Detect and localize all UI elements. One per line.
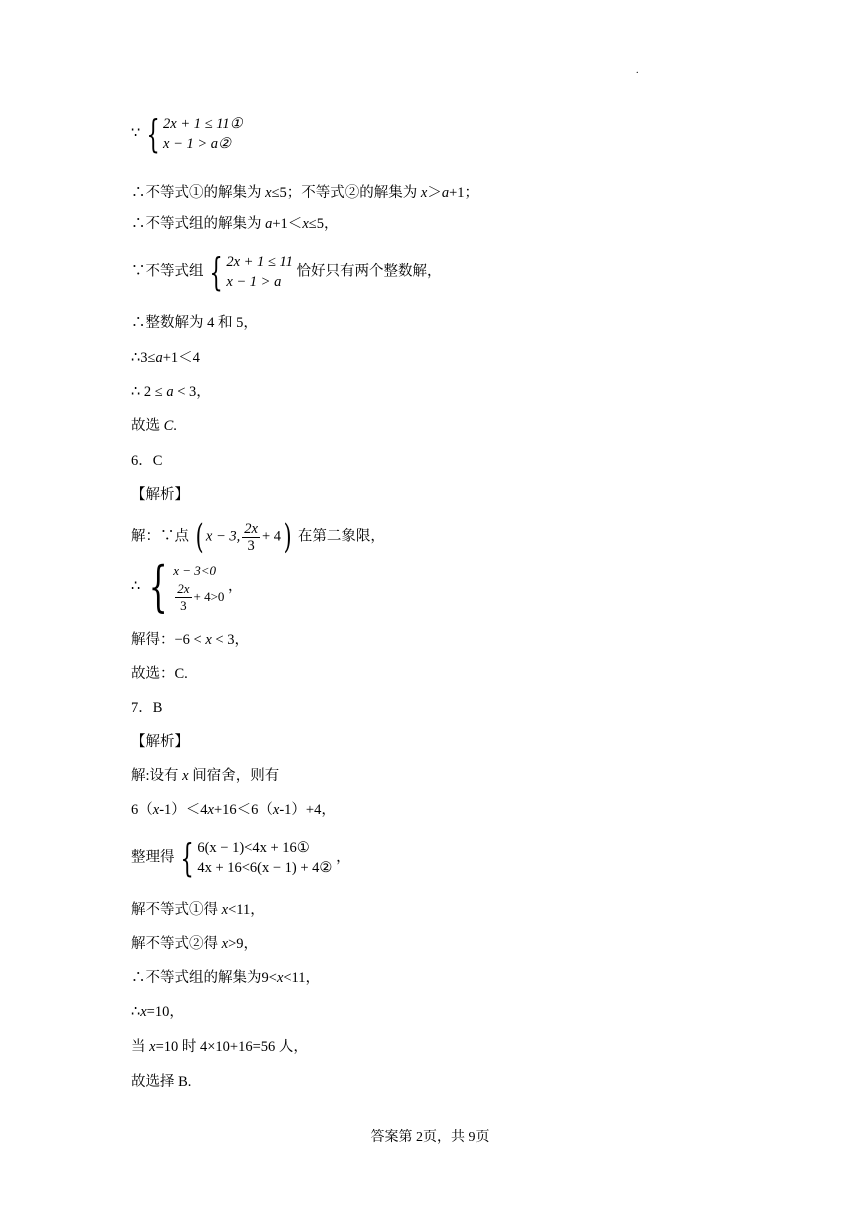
expression: −6 < <box>174 632 206 648</box>
expression: + 4 <box>261 528 281 545</box>
text: <11， <box>283 970 321 986</box>
var: x <box>302 216 309 232</box>
text: ＞ <box>427 185 442 201</box>
text: 解得： <box>131 632 175 648</box>
because-symbol: ∵ <box>131 125 141 142</box>
var: a <box>166 384 174 400</box>
expression: x − 3, <box>205 528 241 545</box>
text: 解:设有 <box>131 768 183 784</box>
var: x <box>140 1004 147 1020</box>
q7-answer: 7．B <box>131 700 163 716</box>
text: ∴不等式组的解集为 <box>131 216 266 232</box>
text: 在第二象限， <box>297 528 385 545</box>
text: 整理得 <box>131 849 175 866</box>
text: ∴3≤ <box>131 350 156 366</box>
var: C <box>163 418 174 434</box>
page-footer: 答案第 2页，共 9页 <box>370 1130 490 1145</box>
q5-line-4: ∴整数解为 4 和 5， <box>131 315 258 331</box>
var: x <box>420 185 428 201</box>
expression: + 4>0 <box>193 589 225 604</box>
q5-line-5 <box>131 348 200 368</box>
var: x <box>221 936 229 952</box>
system-row-2: 4x + 16<6(x − 1) + 4② <box>197 860 333 876</box>
text: >9， <box>228 936 258 952</box>
system-row-2 <box>173 581 224 614</box>
text: 间宿舍，则有 <box>188 768 280 784</box>
system-row-1: 2x + 1 ≤ 11① <box>163 116 243 132</box>
q7-line-6 <box>131 968 320 988</box>
text: ∴不等式①的解集为 <box>131 185 266 201</box>
q6-line-1 <box>131 517 385 557</box>
text: +1； <box>449 185 480 201</box>
text: 当 <box>131 1039 150 1055</box>
text: . <box>173 418 177 434</box>
text: 恰好只有两个整数解， <box>296 263 442 280</box>
text: 6（ <box>131 802 153 818</box>
system-row-1: x − 3<0 <box>173 562 217 578</box>
var: x <box>152 802 160 818</box>
header-mark: . <box>636 65 639 76</box>
system-row-1: 6(x − 1)<4x + 16① <box>197 840 310 856</box>
q5-line-6 <box>131 382 211 402</box>
text: +16＜6（ <box>213 802 273 818</box>
denominator: 3 <box>247 537 255 554</box>
var: a <box>265 216 273 232</box>
text: ∴不等式组的解集为9< <box>131 970 277 986</box>
q6-line-2 <box>131 555 243 618</box>
var: x <box>221 902 229 918</box>
left-brace: { <box>209 250 223 294</box>
q7-analysis-label: 【解析】 <box>131 734 189 750</box>
var: x <box>149 1039 156 1055</box>
text: ∴ 2 ≤ <box>131 384 167 400</box>
q7-line-1 <box>131 766 279 786</box>
var: a <box>441 185 450 201</box>
inequality-system <box>207 252 293 292</box>
text: 解：∵点 <box>131 528 189 545</box>
left-paren: ( <box>195 517 204 557</box>
text: =10， <box>146 1004 184 1020</box>
text: 解不等式②得 <box>131 936 222 952</box>
system-row-2: x − 1 > a <box>226 274 282 290</box>
q7-line-9: 故选择 B. <box>131 1074 192 1090</box>
q5-line-1 <box>131 183 479 203</box>
left-brace: { <box>146 112 160 156</box>
text: +1＜4 <box>162 350 200 366</box>
q7-line-5 <box>131 934 258 954</box>
inequality-system <box>178 838 332 878</box>
q7-line-2 <box>131 800 336 820</box>
q6-answer: 6．C <box>131 453 163 469</box>
q5-line-3 <box>131 252 442 292</box>
numerator: 2x <box>177 580 190 596</box>
denominator: 3 <box>180 597 187 613</box>
text: ∴ <box>131 1004 141 1020</box>
expression: < 3， <box>211 632 249 648</box>
var: x <box>182 768 189 784</box>
q5-line-2 <box>131 214 338 234</box>
system-row-1: 2x + 1 ≤ 11 <box>226 254 293 270</box>
system-row-2: x − 1 > a② <box>163 136 232 152</box>
q5-system-line <box>131 114 243 154</box>
left-brace: { <box>180 836 194 880</box>
var: x <box>205 632 212 648</box>
text: -1）+4， <box>279 802 336 818</box>
text: ， <box>336 849 351 866</box>
text: < 3， <box>173 384 211 400</box>
q6-analysis-label: 【解析】 <box>131 487 189 503</box>
text: =10 时 4×10+16=56 人， <box>155 1039 308 1055</box>
text: +1＜ <box>272 216 303 232</box>
var: x <box>207 802 214 818</box>
fraction <box>242 521 260 554</box>
var: a <box>155 350 163 366</box>
inequality-system <box>144 555 225 618</box>
q7-line-3 <box>131 838 351 878</box>
q6-line-3 <box>131 630 249 650</box>
q6-line-4: 故选：C. <box>131 666 188 682</box>
text: ≤5， <box>308 216 339 232</box>
text: ≤5；不等式②的解集为 <box>271 185 421 201</box>
left-brace: { <box>148 555 168 618</box>
numerator: 2x <box>244 520 258 537</box>
q7-line-4 <box>131 900 265 920</box>
text: ∵不等式组 <box>131 263 204 280</box>
text: -1）＜4 <box>159 802 208 818</box>
var: x <box>265 185 272 201</box>
text: <11， <box>228 902 265 918</box>
inequality-system <box>144 114 243 154</box>
var: x <box>276 970 284 986</box>
fraction <box>175 581 191 614</box>
therefore-symbol: ∴ <box>131 578 141 595</box>
text: 解不等式①得 <box>131 902 222 918</box>
text: 故选 <box>131 418 164 434</box>
text: ， <box>228 578 243 595</box>
q5-line-7 <box>131 416 177 436</box>
right-paren: ) <box>283 517 292 557</box>
q7-line-7 <box>131 1002 184 1022</box>
var: x <box>272 802 280 818</box>
q7-line-8 <box>131 1037 308 1057</box>
